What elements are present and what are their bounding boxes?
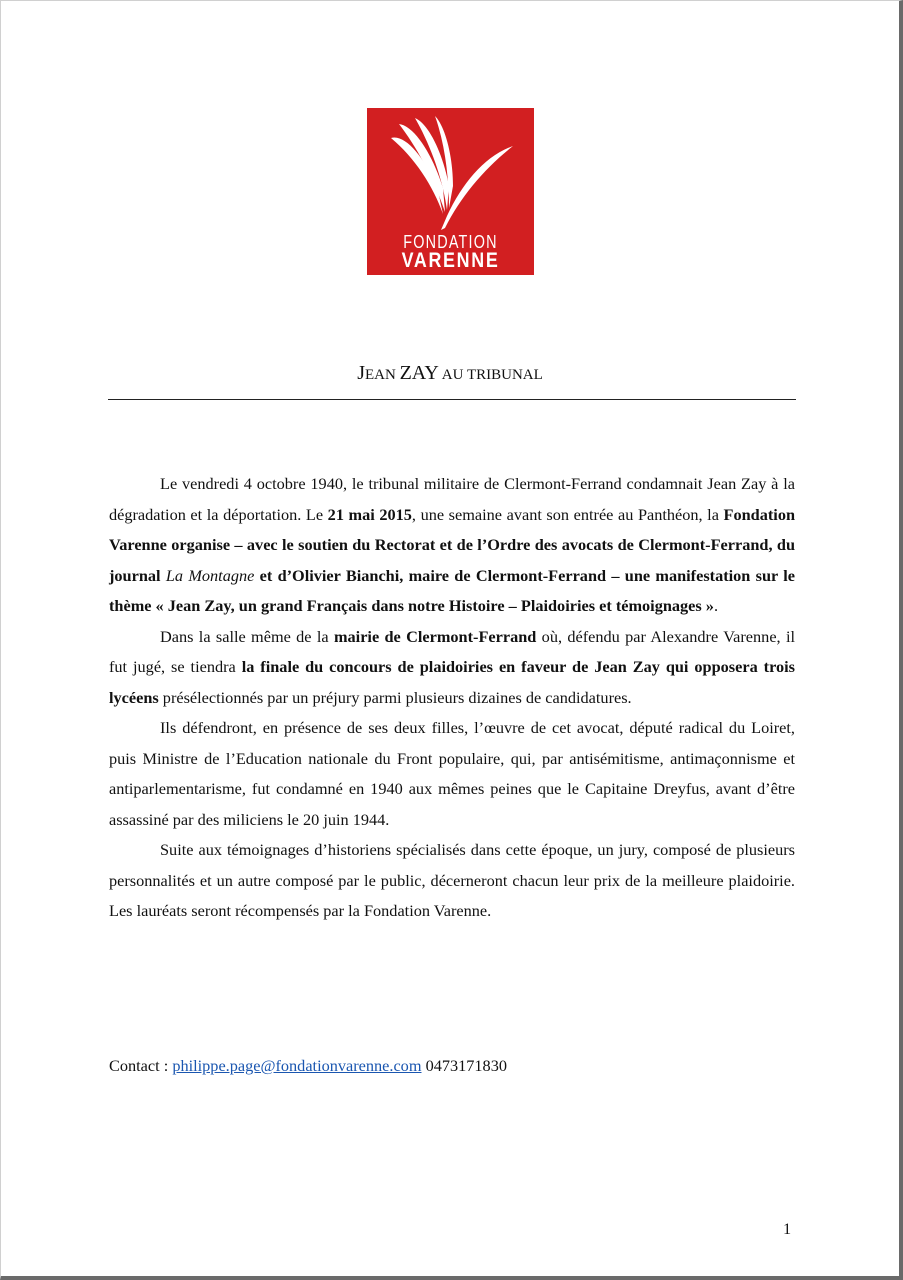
title-smallcaps-1: EAN <box>365 367 400 383</box>
p1-bold-3: et d’Olivier Bianchi, maire de Clermont-Ferrand – une manifestation sur le thème « Jean Zay, un grand Français dans notre Histoire – Plaidoiries et témoignages » <box>109 565 796 615</box>
vine-leaf-mark-icon <box>385 116 515 231</box>
paragraph-3: Ils défendront, en présence de ses deux filles, l’œuvre de cet avocat, député radical du Loiret, puis Ministre de l’Education nationale du Front populaire, qui, par antisémitisme, antimaçonnisme et antiparlementarisme, fut condamné en 1940 aux mêmes peines que le Capitaine Dreyfus, avant d’être assassiné par des miliciens le 20 juin 1944. <box>109 718 795 829</box>
p1-text-3: . <box>713 596 719 615</box>
title-smallcaps-2: AU TRIBUNAL <box>438 367 543 383</box>
p1-text-2: , une semaine avant son entrée au Panthéon, la <box>411 504 724 524</box>
p1-text-1: Le vendredi 4 octobre 1940, le tribunal militaire de Clermont-Ferrand condamnait Jean Zay à la dégradation et la déportation. Le <box>109 474 795 524</box>
p2-text-2: où, défendu par Alexandre Varenne, il fut jugé, se tiendra <box>109 626 795 676</box>
p2-bold-2: la finale du concours de plaidoiries en faveur de Jean Zay qui opposera trois lycéens <box>109 657 795 707</box>
contact-label: Contact : <box>109 1056 173 1075</box>
p1-bold-date: 21 mai 2015 <box>327 504 412 524</box>
paragraph-2 <box>109 622 795 714</box>
logo-line-fondation: FONDATION <box>403 232 498 252</box>
p2-text-3: présélectionnés par un préjury parmi plusieurs dizaines de candidatures. <box>158 687 632 707</box>
p1-bold-2: Fondation Varenne organise – avec le soutien du Rectorat et de l’Ordre des avocats de Clermont-Ferrand, du journal <box>109 504 796 585</box>
paragraph-4: Suite aux témoignages d’historiens spécialisés dans cette époque, un jury, composé de plusieurs personnalités et un autre composé par le public, décerneront chacun leur prix de la meilleure plaidoirie. Les lauréats seront récompensés par la Fondation Varenne. <box>109 840 795 920</box>
contact-line <box>109 1054 507 1078</box>
page-number: 1 <box>783 1219 792 1238</box>
p2-bold-1: mairie de Clermont-Ferrand <box>333 626 537 646</box>
document-body <box>109 469 795 927</box>
title-zay: ZAY <box>399 362 439 384</box>
contact-phone: 0473171830 <box>421 1056 507 1075</box>
title-divider <box>108 399 796 400</box>
p1-italic-newspaper: La Montagne <box>165 565 255 585</box>
contact-email-link[interactable]: philippe.page@fondationvarenne.com <box>172 1056 422 1075</box>
document-title <box>1 361 899 387</box>
p2-text-1: Dans la salle même de la <box>160 626 334 646</box>
title-initial: J <box>357 362 366 384</box>
paragraph-1 <box>109 469 795 622</box>
fondation-varenne-logo <box>367 108 534 275</box>
logo-line-varenne: VARENNE <box>401 249 500 272</box>
